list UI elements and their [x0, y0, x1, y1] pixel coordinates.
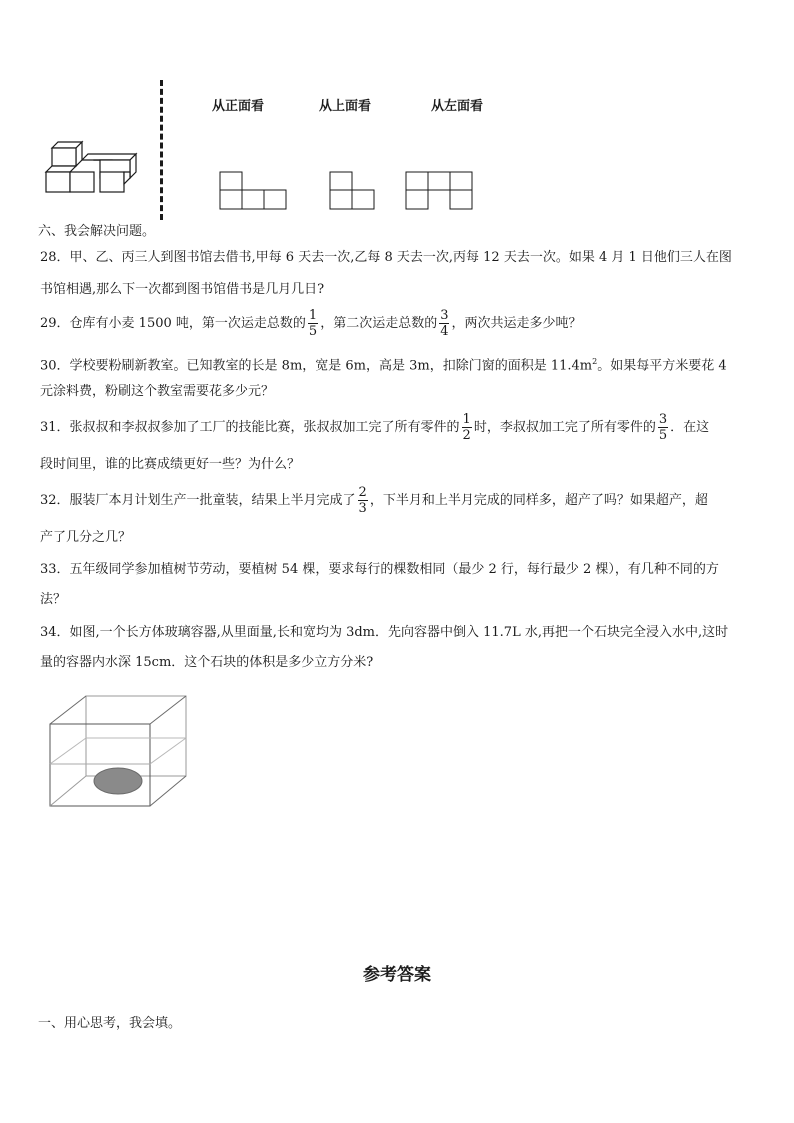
fraction-denominator: 4 [440, 324, 449, 339]
question-32-line-2: 产了几分之几？ [40, 530, 132, 545]
question-29-text-a: 29．仓库有小麦 1500 吨，第一次运走总数的 [40, 316, 306, 331]
answer-title: 参考答案 [363, 965, 431, 985]
fraction-numerator: 3 [440, 308, 449, 323]
question-29 [40, 307, 582, 341]
question-29-text-b: ，第二次运走总数的 [320, 316, 438, 331]
fraction-numerator: 1 [308, 308, 318, 323]
question-30-text-a: 30．学校要粉刷新教室。已知教室的长是 8m，宽是 6m，高是 3m，扣除门窗的面积是 11.4m [40, 358, 593, 374]
left-view-drawing [405, 171, 475, 211]
stone-shape [94, 768, 142, 794]
cube-figure [40, 138, 142, 198]
question-34-line-1: 34．如图,一个长方体玻璃容器,从里面量,长和宽均为 3dm．先向容器中倒入 11.7L 水,再把一个石块完全浸入水中,这时 [40, 625, 729, 640]
view-label-top: 从上面看 [319, 99, 372, 114]
question-32-text-a: 32．服装厂本月计划生产一批童装，结果上半月完成了 [40, 493, 356, 508]
dashed-divider [160, 80, 163, 220]
question-31-text-c: ．在这 [670, 420, 710, 435]
fraction-numerator: 1 [462, 412, 471, 427]
fraction-denominator: 3 [358, 501, 367, 516]
question-31-line-1 [40, 411, 709, 445]
section-6-title: 六、我会解决问题。 [38, 224, 156, 239]
fraction-denominator: 2 [462, 428, 471, 443]
fraction-numerator: 3 [658, 412, 668, 427]
view-label-front: 从正面看 [212, 99, 265, 114]
question-31-line-2: 段时间里，谁的比赛成绩更好一些？为什么？ [40, 457, 301, 472]
question-33-line-2: 法？ [40, 592, 67, 607]
question-31-text-b: 时，李叔叔加工完了所有零件的 [473, 420, 656, 435]
question-30-line-1 [40, 353, 727, 375]
question-28-line-1: 28．甲、乙、丙三人到图书馆去借书,甲每 6 天去一次,乙每 8 天去一次,丙每 12 天去一次。如果 4 月 1 日他们三人在图 [40, 250, 732, 265]
fraction-denominator: 5 [308, 324, 318, 339]
question-30-text-b: 。如果每平方米要花 4 [597, 358, 727, 374]
top-view-drawing [329, 171, 377, 211]
question-28-line-2: 书馆相遇,那么下一次都到图书馆借书是几月几日? [40, 282, 325, 297]
fraction-numerator: 2 [358, 485, 367, 500]
question-32-line-1 [40, 484, 708, 518]
fraction-1-2 [462, 412, 472, 443]
fraction-denominator: 5 [658, 428, 668, 443]
question-32-text-b: ，下半月和上半月完成的同样多，超产了吗？如果超产，超 [369, 493, 708, 508]
question-29-text-c: ，两次共运走多少吨？ [451, 316, 582, 331]
fraction-3-5 [658, 412, 668, 443]
glass-container-figure [46, 694, 192, 812]
question-34-line-2: 量的容器内水深 15cm．这个石块的体积是多少立方分米? [40, 655, 374, 670]
question-31-text-a: 31．张叔叔和李叔叔参加了工厂的技能比赛，张叔叔加工完了所有零件的 [40, 420, 460, 435]
question-33-line-1: 33．五年级同学参加植树节劳动，要植树 54 棵，要求每行的棵数相同（最少 2 行，每行最少 2 棵），有几种不同的方 [40, 562, 719, 577]
fraction-3-4 [439, 308, 449, 339]
view-label-left: 从左面看 [431, 99, 484, 114]
question-30-line-2: 元涂料费，粉刷这个教室需要花多少元？ [40, 384, 275, 399]
front-view-drawing [219, 171, 289, 211]
superscript-2: 2 [592, 357, 598, 366]
fraction-2-3 [358, 485, 368, 516]
fraction-1-5 [308, 308, 318, 339]
section-1-title: 一、用心思考，我会填。 [38, 1016, 182, 1031]
